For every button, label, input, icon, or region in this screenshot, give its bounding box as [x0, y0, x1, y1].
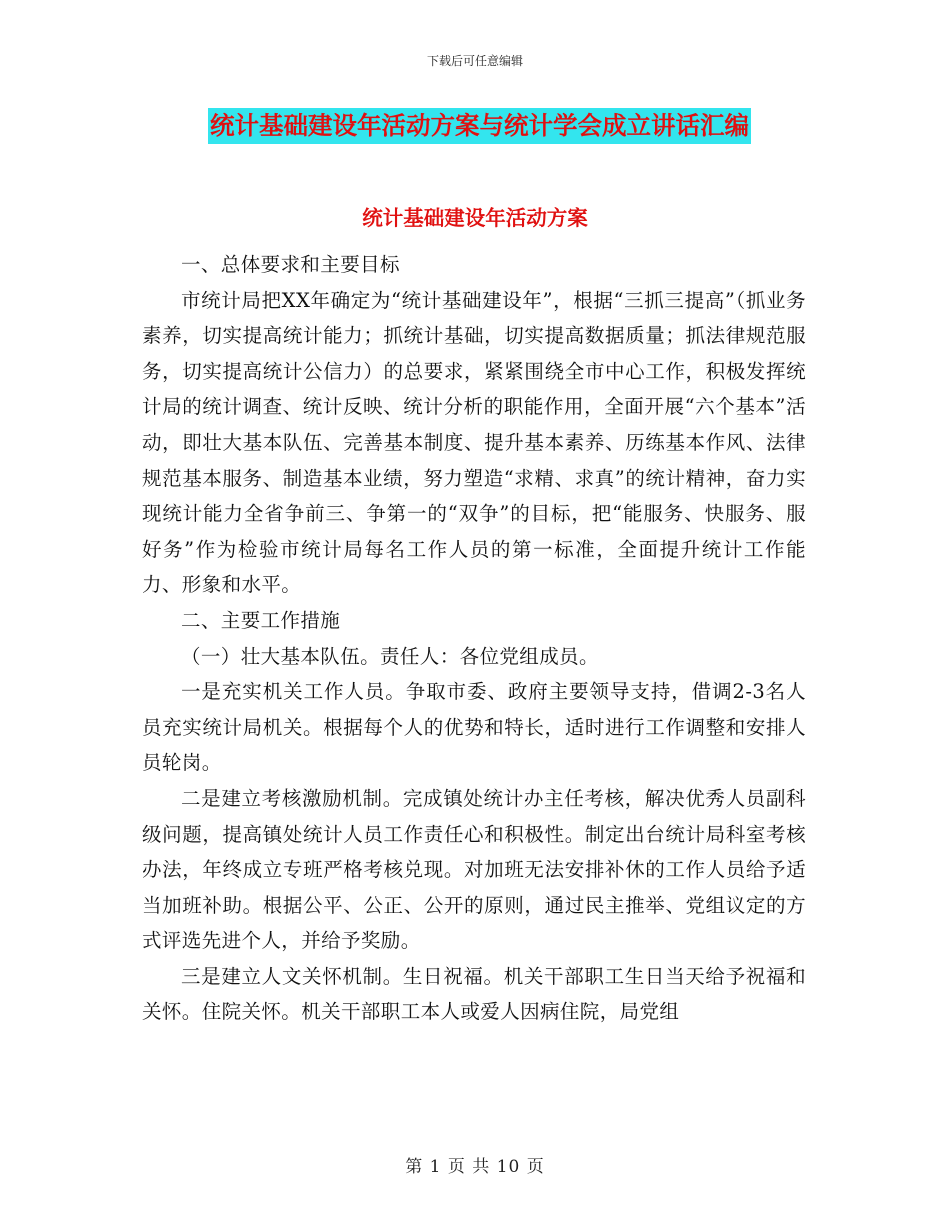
paragraph: 三是建立人文关怀机制。生日祝福。机关干部职工生日当天给予祝福和关怀。住院关怀。机关干部职工本人或爱人因病住院，局党组 — [142, 964, 806, 1024]
document-title: 统计基础建设年活动方案与统计学会成立讲话汇编 — [208, 108, 751, 144]
heading-general-requirements: 一、总体要求和主要目标 — [181, 253, 400, 276]
page-number: 第 1 页 共 10 页 — [405, 1157, 545, 1177]
paragraph: 二是建立考核激励机制。完成镇处统计办主任考核，解决优秀人员副科级问题，提高镇处统计人员工作责任心和积极性。制定出台统计局科室考核办法，年终成立专班严格考核兑现。对加班无法安排补休的工作人员给予适当加班补助。根据公平、公正、公开的原则，通过民主推举、党组议定的方式评选先进个人，并给予奖励。 — [142, 786, 806, 953]
document-body — [142, 247, 806, 1030]
paragraph: 市统计局把XX年确定为“统计基础建设年”，根据“三抓三提高”（抓业务素养，切实提高统计能力；抓统计基础，切实提高数据质量；抓法律规范服务，切实提高统计公信力）的总要求，紧紧围绕全市中心工作，积极发挥统计局的统计调查、统计反映、统计分析的职能作用，全面开展“六个基本”活动，即壮大基本队伍、完善基本制度、提升基本素养、历练基本作风、法律规范基本服务、制造基本业绩，努力塑造“求精、求真”的统计精神，奋力实现统计能力全省争前三、争第一的“双争”的目标，把“能服务、快服务、服好务”作为检验市统计局每名工作人员的第一标准，全面提升统计工作能力、形象和水平。 — [142, 288, 806, 597]
paragraph: 一是充实机关工作人员。争取市委、政府主要领导支持，借调2-3名人员充实统计局机关。根据每个人的优势和特长，适时进行工作调整和安排人员轮岗。 — [142, 680, 806, 775]
page-header-note: 下载后可任意编辑 — [426, 54, 523, 68]
heading-main-measures: 二、主要工作措施 — [181, 608, 341, 632]
section-title: 统计基础建设年活动方案 — [362, 206, 588, 230]
paragraph: （一）壮大基本队伍。责任人：各位党组成员。 — [181, 644, 599, 668]
